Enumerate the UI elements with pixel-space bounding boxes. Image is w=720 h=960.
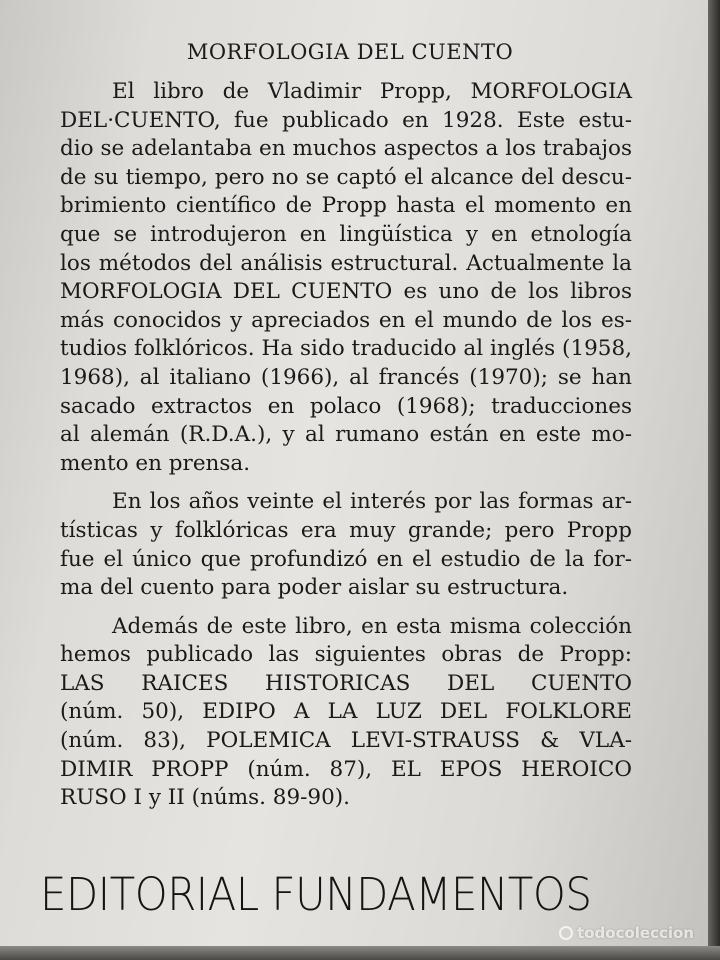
text-line: DIMIR PROPP (núm. 87), EL EPOS HEROICO bbox=[60, 756, 632, 782]
text-line: de su tiempo, pero no se captó el alcance del descu- bbox=[60, 164, 632, 190]
paragraph-3 bbox=[60, 613, 632, 813]
watermark-logo-icon bbox=[559, 926, 573, 940]
text-line: (núm. 83), POLEMICA LEVI-STRAUSS & VLA- bbox=[60, 728, 632, 754]
text-line: ma del cuento para poder aislar su estructura. bbox=[60, 575, 569, 601]
text-line: que se introdujeron en lingüística y en etnología bbox=[60, 221, 632, 247]
description-text bbox=[60, 78, 632, 823]
page-title: MORFOLOGIA DEL CUENTO bbox=[186, 40, 514, 64]
text-line: tudios folklóricos. Ha sido traducido al inglés (1958, bbox=[60, 336, 632, 362]
watermark bbox=[559, 924, 694, 942]
table-shadow-bottom bbox=[0, 946, 720, 960]
text-line: LAS RAICES HISTORICAS DEL CUENTO bbox=[60, 670, 632, 696]
text-line: dio se adelantaba en muchos aspectos a los trabajos bbox=[60, 136, 632, 162]
paragraph-2 bbox=[60, 488, 632, 602]
text-line: El libro de Vladimir Propp, MORFOLOGIA bbox=[112, 79, 632, 104]
publisher-name: EDITORIAL FUNDAMENTOS bbox=[40, 868, 592, 921]
paragraph-1 bbox=[60, 78, 632, 478]
text-line: 1968), al italiano (1966), al francés (1970); se han bbox=[60, 364, 632, 390]
text-line: al alemán (R.D.A.), y al rumano están en este mo- bbox=[60, 422, 632, 448]
text-line: tísticas y folklóricas era muy grande; pero Propp bbox=[60, 517, 632, 543]
text-line: Además de este libro, en esta misma colección bbox=[112, 613, 632, 639]
text-line: fue el único que profundizó en el estudio de la for- bbox=[60, 546, 632, 572]
text-line: hemos publicado las siguientes obras de Propp: bbox=[60, 642, 632, 668]
text-line: más conocidos y apreciados en el mundo de los es- bbox=[60, 307, 632, 333]
table-shadow-right bbox=[708, 0, 720, 960]
text-line: los métodos del análisis estructural. Actualmente la bbox=[60, 250, 632, 276]
text-line: mento en prensa. bbox=[60, 450, 251, 476]
text-line: En los años veinte el interés por las formas ar- bbox=[112, 489, 632, 515]
text-line: brimiento científico de Propp hasta el momento en bbox=[60, 193, 632, 219]
watermark-text: todocoleccion bbox=[577, 924, 694, 942]
text-line: (núm. 50), EDIPO A LA LUZ DEL FOLKLORE bbox=[60, 699, 632, 725]
text-line: sacado extractos en polaco (1968); traducciones bbox=[60, 393, 632, 419]
text-line: DEL·CUENTO, fue publicado en 1928. Este estu- bbox=[60, 107, 632, 133]
text-line: RUSO I y II (núms. 89-90). bbox=[60, 785, 350, 811]
text-line: MORFOLOGIA DEL CUENTO es uno de los libros bbox=[60, 279, 632, 305]
